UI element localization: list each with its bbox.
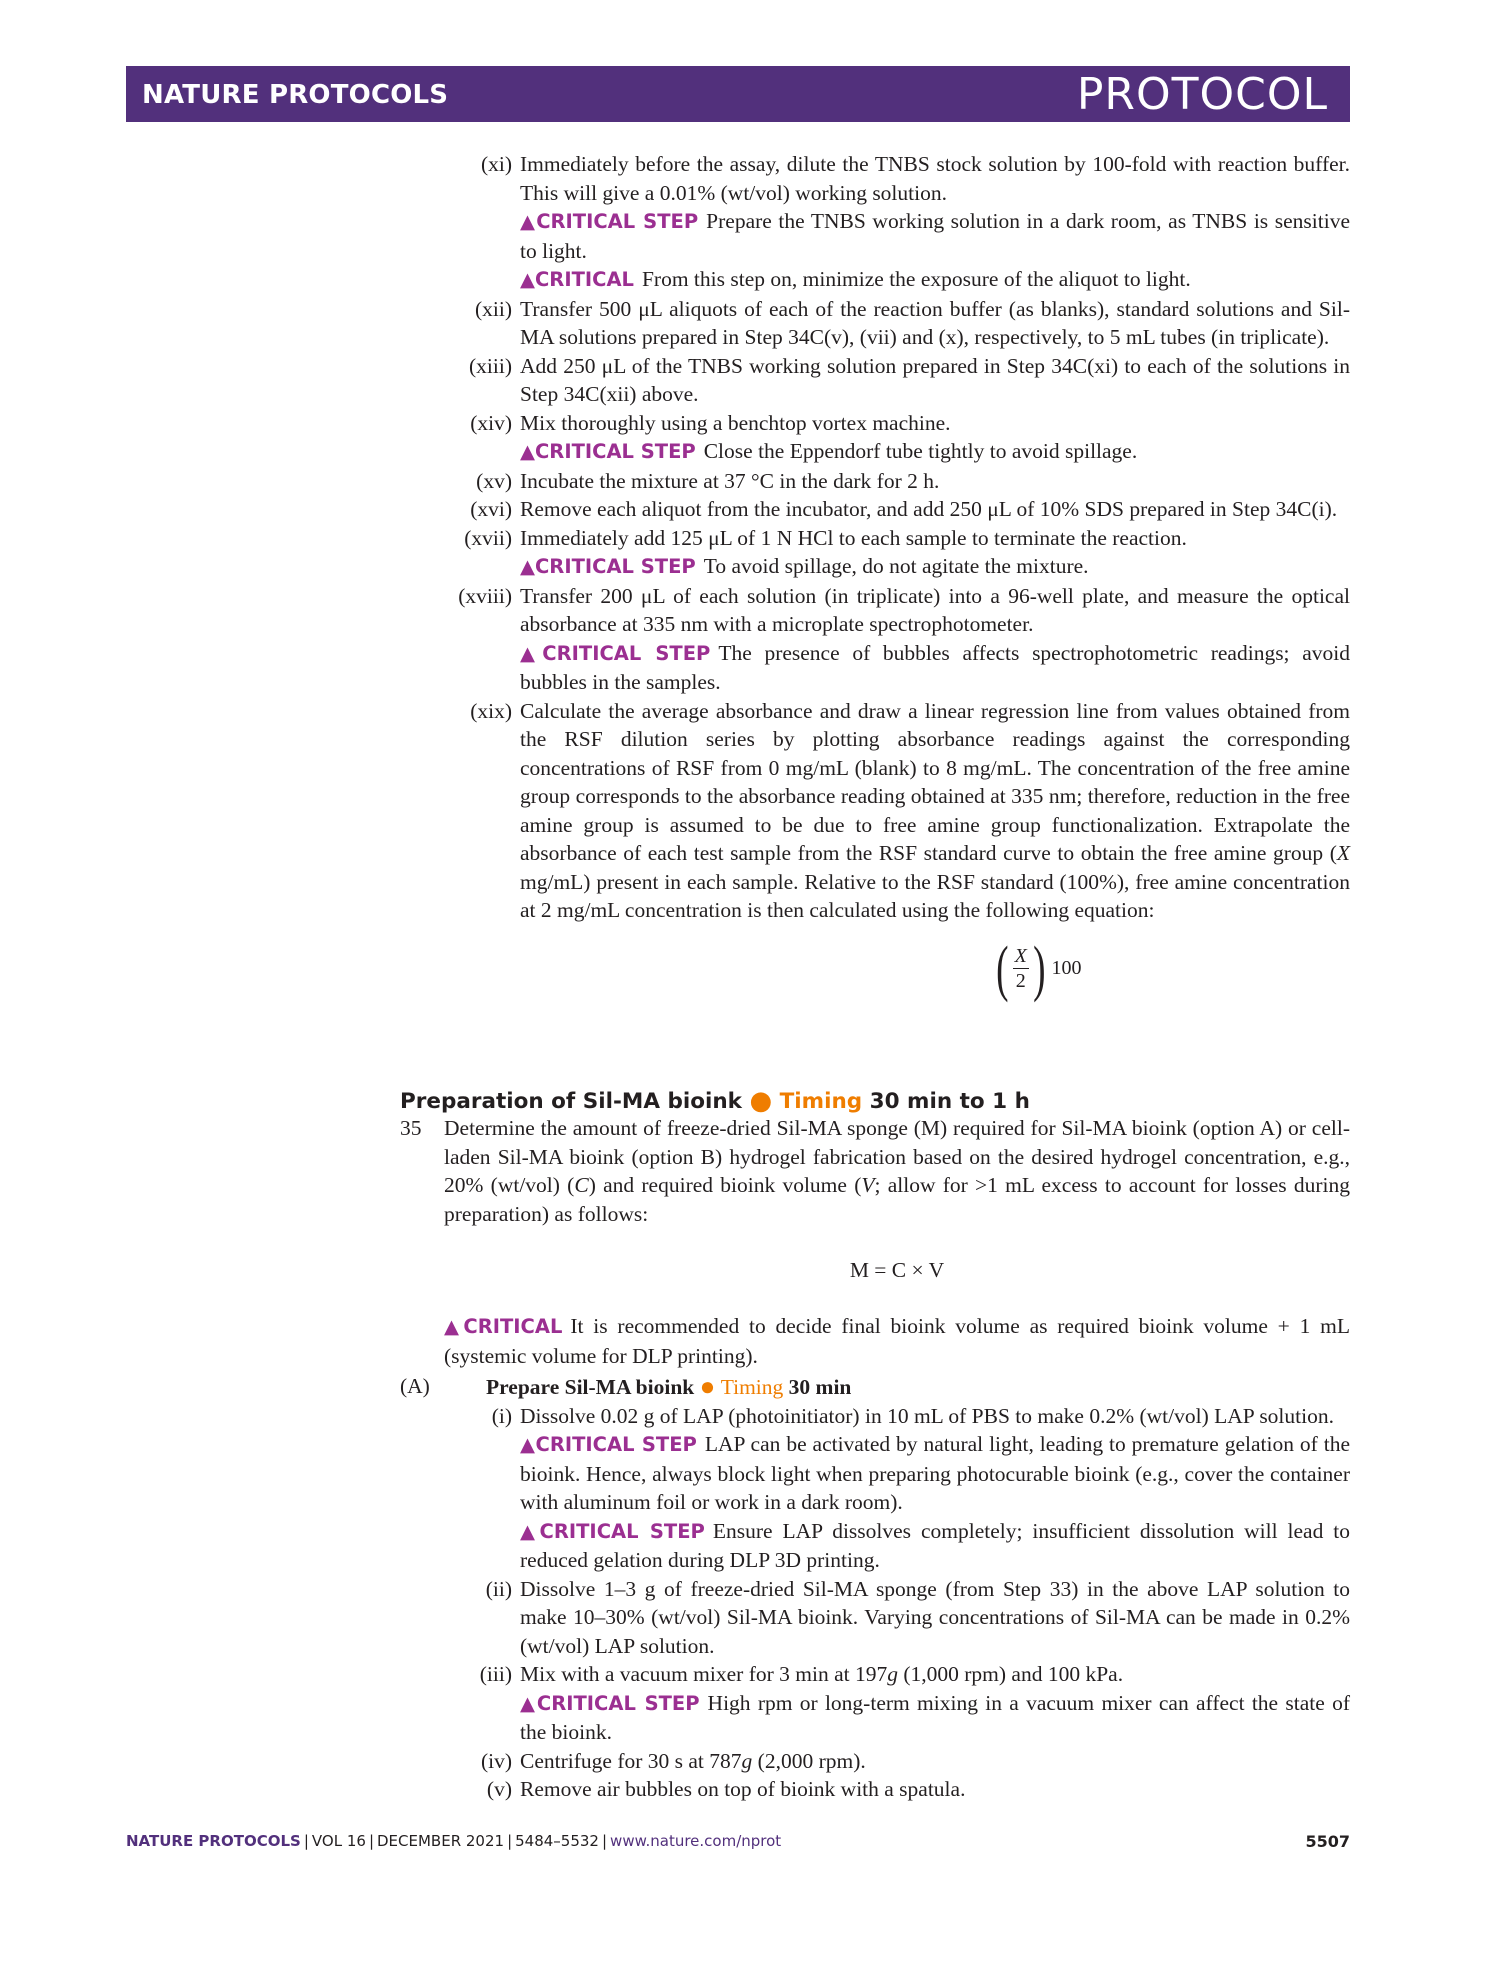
critical-step-note: ▲CRITICAL STEP To avoid spillage, do not agitate the mixture. — [520, 554, 1089, 578]
step-xviii: (xviii) Transfer 200 μL of each solution (in triplicate) into a 96-well plate, and measure the optical absorbance at 335 nm with a microplate spectrophotometer. ▲CRITICAL STEP The presence of bubbles affects spectrophotometric readings; avoid bubbles in the samples. — [400, 582, 1350, 697]
critical-step-note: ▲CRITICAL STEP The presence of bubbles affects spectrophotometric readings; avoid bubbles in the samples. — [520, 640, 1350, 694]
page-number: 5507 — [1305, 1832, 1350, 1851]
article-type: PROTOCOL — [1076, 69, 1328, 120]
critical-step-note: ▲CRITICAL STEP LAP can be activated by natural light, leading to premature gelation of the bioink. Hence, always block light when preparing photocurable bioink (e.g., cover the container with aluminum foil or work in a dark room). — [520, 1432, 1350, 1514]
journal-name: NATURE PROTOCOLS — [142, 80, 449, 110]
step-xiii: (xiii) Add 250 μL of the TNBS working solution prepared in Step 34C(xi) to each of the solutions in Step 34C(xii) above. — [469, 353, 1350, 406]
critical-step-note: ▲CRITICAL STEP High rpm or long-term mixing in a vacuum mixer can affect the state of the bioink. — [520, 1690, 1350, 1744]
step-35: 35 Determine the amount of freeze-dried Sil-MA sponge (M) required for Sil-MA bioink (option A) or cell-laden Sil-MA bioink (option B) hydrogel fabrication based on the desired hydrogel concentration, e.g., 20% (wt/vol) (C) and required bioink volume (V; allow for >1 mL excess to account for losses during preparation) as follows: M = C × V ▲CRITICAL It is recommended to decide final bioink volume as required bioink volume + 1 mL (systemic volume for DLP printing). — [400, 1114, 1350, 1370]
step-xii: (xii) Transfer 500 μL aliquots of each of the reaction buffer (as blanks), standard solutions and Sil-MA solutions prepared in Step 34C(v), (vii) and (x), respectively, to 5 mL tubes (in triplicate). — [474, 296, 1350, 349]
timing-dot-icon: ● — [749, 1086, 773, 1116]
journal-url-link[interactable]: www.nature.com/nprot — [610, 1832, 782, 1850]
step-xi: (xi) Immediately before the assay, dilute the TNBS stock solution by 100-fold with reaction buffer. This will give a 0.01% (wt/vol) working solution. ▲CRITICAL STEP Prepare the TNBS working solution in a dark room, as TNBS is sensitive to light. ▲CRITICAL From this step on, minimize the exposure of the aliquot to light. — [400, 150, 1350, 295]
critical-step-note: ▲CRITICAL STEP Close the Eppendorf tube tightly to avoid spillage. — [520, 439, 1138, 463]
equation-mass: M = C × V — [849, 1258, 945, 1282]
option-a-step-iii: (iii) Mix with a vacuum mixer for 3 min at 197g (1,000 rpm) and 100 kPa. ▲CRITICAL STEP High rpm or long-term mixing in a vacuum mixer can affect the state of the bioink. — [400, 1660, 1350, 1747]
critical-step-note: ▲CRITICAL STEP Ensure LAP dissolves completely; insufficient dissolution will lead to reduced gelation during DLP 3D printing. — [520, 1518, 1350, 1572]
option-a-step-i: (i) Dissolve 0.02 g of LAP (photoinitiator) in 10 mL of PBS to make 0.2% (wt/vol) LAP solution. ▲CRITICAL STEP LAP can be activated by natural light, leading to premature gelation of the bioink. Hence, always block light when preparing photocurable bioink (e.g., cover the container with aluminum foil or work in a dark room). ▲CRITICAL STEP Ensure LAP dissolves completely; insufficient dissolution will lead to reduced gelation during DLP 3D printing. — [400, 1402, 1350, 1575]
option-a-title: Prepare Sil-MA bioink ● Timing 30 min — [486, 1372, 852, 1401]
step-xvii: (xvii) Immediately add 125 μL of 1 N HCl to each sample to terminate the reaction. ▲CRITICAL STEP To avoid spillage, do not agitate the mixture. — [400, 524, 1350, 582]
step-xix: (xix) Calculate the average absorbance and draw a linear regression line from values obtained from the RSF dilution series by plotting absorbance readings against the corresponding concentrations of RSF from 0 mg/mL (blank) to 8 mg/mL. The concentration of the free amine group corresponds to the absorbance reading obtained at 335 nm; therefore, reduction in the free amine group is assumed to be due to free amine group functionalization. Extrapolate the absorbance of each test sample from the RSF standard curve to obtain the free amine group (X mg/mL) present in each sample. Relative to the RSF standard (100%), free amine concentration at 2 mg/mL concentration is then calculated using the following equation: ( $\frac{X}{2}$ ) 100 — [400, 697, 1350, 1021]
critical-step-note: ▲CRITICAL STEP Prepare the TNBS working solution in a dark room, as TNBS is sensitive to light. — [520, 209, 1350, 263]
option-a-step-ii: (ii) Dissolve 1–3 g of freeze-dried Sil-MA sponge (from Step 33) in the above LAP solution to make 10–30% (wt/vol) Sil-MA bioink. Varying concentrations of Sil-MA can be made in 0.2% (wt/vol) LAP solution. — [485, 1576, 1350, 1658]
section-heading: Preparation of Sil-MA bioink ● Timing 30 min to 1 h — [400, 1086, 1030, 1116]
option-a-step-iv: (iv) Centrifuge for 30 s at 787g (2,000 rpm). — [480, 1748, 866, 1773]
timing-dot-icon: ● — [699, 1372, 716, 1401]
option-a: (A) Prepare Sil-MA bioink ● Timing 30 min — [400, 1372, 1350, 1402]
equation-free-amine: ( $\frac{X}{2}$ ) 100 — [996, 934, 1082, 1003]
step-xiv: (xiv) Mix thoroughly using a benchtop vortex machine. ▲CRITICAL STEP Close the Eppendorf tube tightly to avoid spillage. — [400, 409, 1350, 467]
page-footer: NATURE PROTOCOLS | VOL 16 | DECEMBER 2021 | 5484–5532 | www.nature.com/nprot 5507 — [126, 1832, 1350, 1851]
critical-note: ▲CRITICAL It is recommended to decide final bioink volume as required bioink volume + 1 mL (systemic volume for DLP printing). — [444, 1314, 1350, 1368]
step-xvi: (xvi) Remove each aliquot from the incubator, and add 250 μL of 10% SDS prepared in Step 34C(i). — [470, 497, 1338, 521]
step-xv: (xv) Incubate the mixture at 37 °C in the dark for 2 h. — [476, 468, 940, 493]
option-a-step-v: (v) Remove air bubbles on top of bioink with a spatula. — [486, 1777, 966, 1801]
step-35-block — [400, 1114, 1350, 1804]
critical-note: ▲CRITICAL From this step on, minimize the exposure of the aliquot to light. — [520, 267, 1191, 291]
procedure-continued — [400, 150, 1350, 1021]
running-header — [126, 66, 1350, 122]
